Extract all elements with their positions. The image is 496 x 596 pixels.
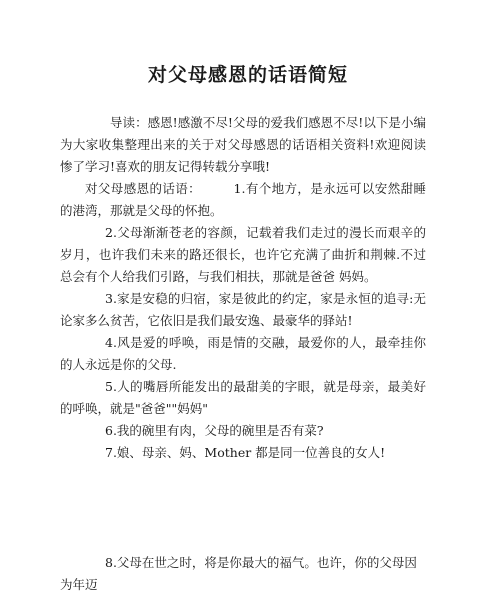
document-body bbox=[60, 112, 426, 464]
cut-off-line bbox=[60, 552, 426, 592]
paragraph-3: 3.家是安稳的归宿，家是彼此的约定，家是永恒的追寻:无论家多么贫苦，它依旧是我们最安逸、最豪华的驿站! bbox=[60, 291, 426, 328]
paragraph-intro: 导读：感恩!感激不尽!父母的爱我们感恩不尽!以下是小编为大家收集整理出来的关于对父母感恩的话语相关资料!欢迎阅读惨了学习!喜欢的朋友记得转载分享哦! bbox=[60, 115, 426, 174]
paragraph-4: 4.风是爱的呼唤，雨是情的交融，最爱你的人，最牵挂你的人永远是你的父母. bbox=[60, 335, 426, 372]
paragraph-8-partial: 8.父母在世之时，将是你最大的福气。也许，你的父母因为年迈 bbox=[60, 555, 417, 592]
paragraph-5: 5.人的嘴唇所能发出的最甜美的字眼，就是母亲，最美好的呼唤，就是"爸爸""妈妈" bbox=[60, 379, 426, 416]
paragraph-2: 2.父母渐渐苍老的容颜，记载着我们走过的漫长而艰辛的岁月，也许我们未来的路还很长，也许它充满了曲折和荆棘.不过总会有个人给我们引路，与我们相扶，那就是爸爸 妈妈。 bbox=[60, 225, 426, 284]
document-title: 对父母感恩的话语简短 bbox=[147, 64, 348, 86]
paragraph-1: 对父母感恩的话语： 1.有个地方，是永远可以安然甜睡的港湾，那就是父母的怀抱。 bbox=[60, 181, 426, 218]
paragraph-7: 7.娘、母亲、妈、Mother 都是同一位善良的女人! bbox=[105, 445, 386, 460]
paragraph-6: 6.我的碗里有肉，父母的碗里是否有菜? bbox=[105, 423, 324, 438]
